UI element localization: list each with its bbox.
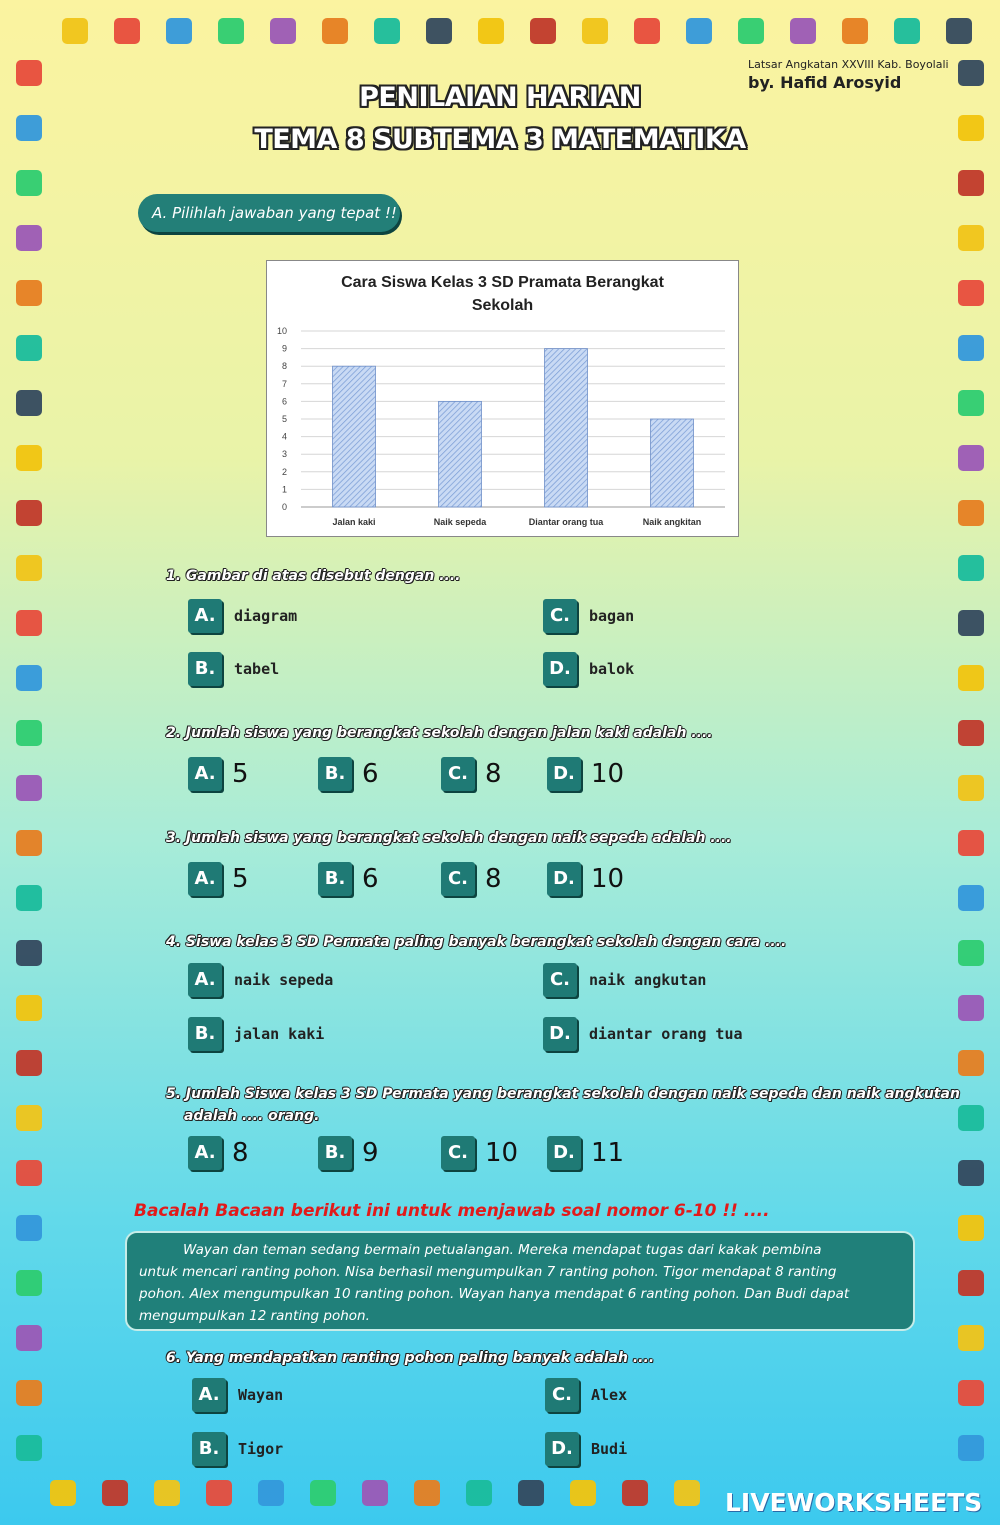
notebook-icon xyxy=(16,720,42,746)
eraser-icon xyxy=(362,1480,388,1506)
y-tick-label: 0 xyxy=(281,502,287,512)
glue-icon xyxy=(518,1480,544,1506)
question-2: 2. Jumlah siswa yang berangkat sekolah dengan jalan kaki adalah .... xyxy=(166,725,713,741)
chart-title-line1: Cara Siswa Kelas 3 SD Pramata Berangkat xyxy=(341,274,664,291)
crayon-icon xyxy=(16,885,42,911)
q2-option-d[interactable] xyxy=(547,757,624,791)
paperclip-icon xyxy=(958,720,984,746)
paint-palette-icon xyxy=(414,1480,440,1506)
option-letter: B. xyxy=(188,1017,222,1051)
eraser-icon xyxy=(270,18,296,44)
ruler-icon xyxy=(166,18,192,44)
sharpener-icon xyxy=(50,1480,76,1506)
option-letter: C. xyxy=(441,1136,475,1170)
question-6: 6. Yang mendapatkan ranting pohon paling banyak adalah .... xyxy=(166,1350,655,1366)
y-tick-label: 3 xyxy=(281,449,287,460)
option-text: 6 xyxy=(362,759,379,789)
option-text: 10 xyxy=(591,864,625,894)
option-letter: A. xyxy=(188,757,222,791)
x-tick-label: Naik angkitan xyxy=(642,517,702,527)
y-tick-label: 4 xyxy=(281,431,287,442)
glue-icon xyxy=(16,390,42,416)
q6-option-d[interactable] xyxy=(545,1432,627,1466)
sharpener-icon xyxy=(958,665,984,691)
crayon-icon xyxy=(894,18,920,44)
notebook-icon xyxy=(738,18,764,44)
option-letter: B. xyxy=(188,652,222,686)
ruler-icon xyxy=(686,18,712,44)
credit-author: by. Hafid Arosyid xyxy=(748,73,902,92)
bar xyxy=(651,419,694,507)
option-letter: A. xyxy=(188,963,222,997)
scissors-icon xyxy=(958,830,984,856)
paint-palette-icon xyxy=(958,1050,984,1076)
eraser-icon xyxy=(16,1325,42,1351)
scissors-icon xyxy=(16,610,42,636)
question-1: 1. Gambar di atas disebut dengan .... xyxy=(166,568,461,584)
option-letter: D. xyxy=(545,1432,579,1466)
sharpener-icon xyxy=(16,995,42,1021)
reading-line-1: Wayan dan teman sedang bermain petualangan. Mereka mendapat tugas dari kakak pembina xyxy=(183,1242,822,1258)
eraser-icon xyxy=(958,995,984,1021)
y-tick-label: 2 xyxy=(281,466,287,477)
option-text: Wayan xyxy=(238,1386,284,1404)
option-text: Budi xyxy=(591,1440,628,1458)
glue-icon xyxy=(16,940,42,966)
option-text: tabel xyxy=(234,660,280,678)
q2-option-b[interactable] xyxy=(318,757,379,791)
glue-icon xyxy=(946,18,972,44)
notebook-icon xyxy=(958,940,984,966)
chart-plot xyxy=(267,261,738,536)
option-letter: C. xyxy=(543,599,577,633)
option-text: naik sepeda xyxy=(234,971,334,989)
option-text: naik angkutan xyxy=(589,971,707,989)
scissors-icon xyxy=(958,280,984,306)
question-4: 4. Siswa kelas 3 SD Permata paling banyak berangkat sekolah dengan cara .... xyxy=(166,934,787,950)
paperclip-icon xyxy=(530,18,556,44)
option-text: 5 xyxy=(232,759,249,789)
scissors-icon xyxy=(114,18,140,44)
pencil-icon xyxy=(62,18,88,44)
x-tick-label: Diantar orang tua xyxy=(528,517,604,527)
pencil-icon xyxy=(16,1105,42,1131)
option-text: Tigor xyxy=(238,1440,284,1458)
option-text: bagan xyxy=(589,607,635,625)
notebook-icon xyxy=(16,170,42,196)
pencil-icon xyxy=(958,1325,984,1351)
paint-palette-icon xyxy=(16,830,42,856)
glue-icon xyxy=(958,610,984,636)
paperclip-icon xyxy=(958,170,984,196)
q5-option-b[interactable] xyxy=(318,1136,379,1170)
notebook-icon xyxy=(218,18,244,44)
option-text: Alex xyxy=(591,1386,628,1404)
sharpener-icon xyxy=(16,445,42,471)
option-text: jalan kaki xyxy=(234,1025,325,1043)
eraser-icon xyxy=(16,775,42,801)
option-text: 6 xyxy=(362,864,379,894)
q6-option-a[interactable] xyxy=(192,1378,283,1412)
liveworksheets-logo: LIVEWORKSHEETS xyxy=(725,1488,983,1517)
sharpener-icon xyxy=(478,18,504,44)
pencil-icon xyxy=(958,225,984,251)
reading-line-3: pohon. Alex mengumpulkan 10 ranting pohon. Wayan hanya mendapat 6 ranting pohon. Dan Budi dapat xyxy=(139,1286,850,1302)
option-letter: D. xyxy=(543,1017,577,1051)
pencil-icon xyxy=(674,1480,700,1506)
paint-palette-icon xyxy=(16,1380,42,1406)
bar xyxy=(333,366,376,507)
option-letter: C. xyxy=(441,757,475,791)
pencil-icon xyxy=(582,18,608,44)
question-5-line1: 5. Jumlah Siswa kelas 3 SD Permata yang berangkat sekolah dengan naik sepeda dan naik angkutan xyxy=(166,1086,960,1102)
section-a-instruction: A. Pilihlah jawaban yang tepat !! xyxy=(138,194,400,232)
ruler-icon xyxy=(958,1435,984,1461)
y-tick-label: 6 xyxy=(281,396,287,407)
option-text: 10 xyxy=(485,1138,519,1168)
pencil-icon xyxy=(958,775,984,801)
reading-line-2: untuk mencari ranting pohon. Nisa berhasil mengumpulkan 7 ranting pohon. Tigor mendapat 8 ranting xyxy=(139,1264,837,1280)
q1-option-d[interactable] xyxy=(543,652,634,686)
x-tick-label: Jalan kaki xyxy=(332,517,376,527)
ruler-icon xyxy=(958,335,984,361)
sharpener-icon xyxy=(570,1480,596,1506)
option-letter: D. xyxy=(547,757,581,791)
option-letter: C. xyxy=(543,963,577,997)
question-3: 3. Jumlah siswa yang berangkat sekolah dengan naik sepeda adalah .... xyxy=(166,830,732,846)
crayon-icon xyxy=(466,1480,492,1506)
crayon-icon xyxy=(16,1435,42,1461)
reading-line-4: mengumpulkan 12 ranting pohon. xyxy=(139,1308,370,1324)
crayon-icon xyxy=(958,1105,984,1131)
sharpener-icon xyxy=(958,1215,984,1241)
eraser-icon xyxy=(16,225,42,251)
chart-title-line2: Sekolah xyxy=(471,297,534,314)
bar-chart xyxy=(266,260,739,537)
option-text: 10 xyxy=(591,759,625,789)
q2-option-a[interactable] xyxy=(188,757,249,791)
option-letter: A. xyxy=(192,1378,226,1412)
option-letter: B. xyxy=(192,1432,226,1466)
ruler-icon xyxy=(16,665,42,691)
q3-option-c[interactable] xyxy=(441,862,502,896)
pencil-icon xyxy=(16,555,42,581)
option-text: diantar orang tua xyxy=(589,1025,743,1043)
credit-batch: Latsar Angkatan XXVIII Kab. Boyolali xyxy=(748,58,949,71)
option-text: 8 xyxy=(485,864,502,894)
option-text: diagram xyxy=(234,607,298,625)
y-tick-label: 9 xyxy=(281,343,287,354)
q5-option-d[interactable] xyxy=(547,1136,624,1170)
paint-palette-icon xyxy=(322,18,348,44)
notebook-icon xyxy=(16,1270,42,1296)
crayon-icon xyxy=(958,555,984,581)
notebook-icon xyxy=(310,1480,336,1506)
y-tick-label: 7 xyxy=(281,378,287,389)
ruler-icon xyxy=(958,885,984,911)
option-letter: D. xyxy=(547,1136,581,1170)
option-letter: A. xyxy=(188,862,222,896)
bar xyxy=(545,349,588,507)
crayon-icon xyxy=(16,335,42,361)
option-letter: D. xyxy=(543,652,577,686)
paint-palette-icon xyxy=(958,500,984,526)
option-letter: D. xyxy=(547,862,581,896)
paperclip-icon xyxy=(16,1050,42,1076)
paint-palette-icon xyxy=(16,280,42,306)
scissors-icon xyxy=(958,1380,984,1406)
paperclip-icon xyxy=(622,1480,648,1506)
paint-palette-icon xyxy=(842,18,868,44)
option-text: 9 xyxy=(362,1138,379,1168)
scissors-icon xyxy=(16,1160,42,1186)
reading-passage xyxy=(125,1231,915,1331)
option-text: 5 xyxy=(232,864,249,894)
option-letter: A. xyxy=(188,1136,222,1170)
scissors-icon xyxy=(634,18,660,44)
paperclip-icon xyxy=(16,500,42,526)
q1-option-c[interactable] xyxy=(543,599,634,633)
x-tick-label: Naik sepeda xyxy=(433,517,487,527)
option-letter: B. xyxy=(318,757,352,791)
option-letter: C. xyxy=(441,862,475,896)
crayon-icon xyxy=(374,18,400,44)
option-text: 8 xyxy=(485,759,502,789)
q4-option-a[interactable] xyxy=(188,963,333,997)
option-text: 11 xyxy=(591,1138,625,1168)
y-tick-label: 8 xyxy=(281,361,287,372)
q1-option-a[interactable] xyxy=(188,599,297,633)
q4-option-d[interactable] xyxy=(543,1017,743,1051)
option-letter: B. xyxy=(318,862,352,896)
option-letter: A. xyxy=(188,599,222,633)
q3-option-b[interactable] xyxy=(318,862,379,896)
q6-option-b[interactable] xyxy=(192,1432,283,1466)
paperclip-icon xyxy=(958,1270,984,1296)
q4-option-c[interactable] xyxy=(543,963,706,997)
q2-option-c[interactable] xyxy=(441,757,502,791)
y-tick-label: 10 xyxy=(276,326,287,336)
q6-option-c[interactable] xyxy=(545,1378,627,1412)
q3-option-a[interactable] xyxy=(188,862,249,896)
option-text: balok xyxy=(589,660,635,678)
pencil-icon xyxy=(154,1480,180,1506)
q5-option-a[interactable] xyxy=(188,1136,249,1170)
scissors-icon xyxy=(206,1480,232,1506)
question-5-line2: adalah .... orang. xyxy=(184,1108,320,1124)
page-title-line1: PENILAIAN HARIAN xyxy=(359,82,641,113)
eraser-icon xyxy=(790,18,816,44)
q4-option-b[interactable] xyxy=(188,1017,324,1051)
reading-heading: Bacalah Bacaan berikut ini untuk menjawab soal nomor 6-10 !! .... xyxy=(134,1201,770,1221)
ruler-icon xyxy=(258,1480,284,1506)
glue-icon xyxy=(958,1160,984,1186)
bar xyxy=(439,401,482,507)
q5-option-c[interactable] xyxy=(441,1136,518,1170)
y-tick-label: 5 xyxy=(281,414,287,424)
eraser-icon xyxy=(958,445,984,471)
option-text: 8 xyxy=(232,1138,249,1168)
q3-option-d[interactable] xyxy=(547,862,624,896)
page-title-line2: TEMA 8 SUBTEMA 3 MATEMATIKA xyxy=(254,124,746,155)
glue-icon xyxy=(426,18,452,44)
y-tick-label: 1 xyxy=(281,484,287,495)
option-letter: B. xyxy=(318,1136,352,1170)
paperclip-icon xyxy=(102,1480,128,1506)
ruler-icon xyxy=(16,1215,42,1241)
q1-option-b[interactable] xyxy=(188,652,279,686)
option-letter: C. xyxy=(545,1378,579,1412)
notebook-icon xyxy=(958,390,984,416)
